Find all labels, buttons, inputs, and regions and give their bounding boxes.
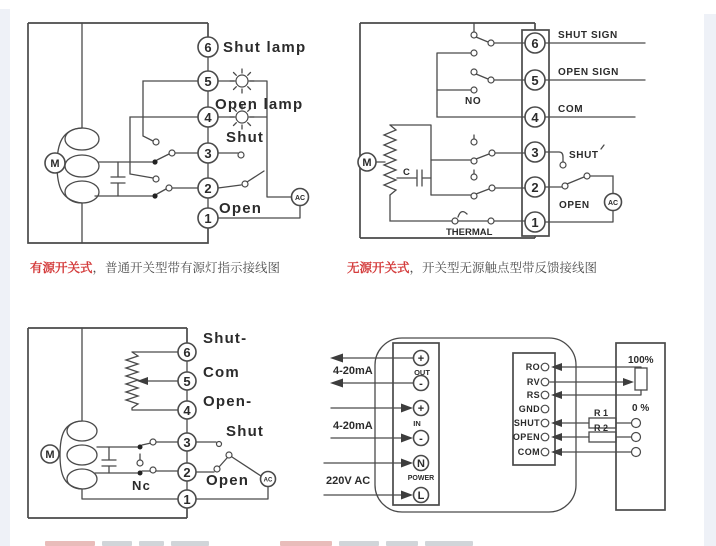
- d2-terminal-2: 2: [531, 180, 539, 195]
- caption-passive-rest: ，开关型无源触点型带反馈接线图: [409, 261, 598, 275]
- cutoff-caption-right-red-fragment: [280, 541, 332, 546]
- d4-power-label: POWER: [407, 475, 435, 482]
- d2-shut-sign-label: SHUT SIGN: [558, 30, 618, 41]
- d4-pin-rs: RS: [526, 390, 540, 400]
- d3-com-label: Com: [203, 364, 240, 381]
- d3-shut-label: Shut: [226, 423, 265, 440]
- d1-shut-lamp-label: Shut lamp: [223, 39, 307, 56]
- d4-in-plus: +: [417, 403, 425, 415]
- d4-supply-label: 220V AC: [326, 475, 371, 487]
- d4-pin-open: OPEN: [512, 432, 540, 442]
- d4-pin-gnd: GND: [518, 404, 540, 414]
- d1-terminal-4: 4: [204, 110, 212, 125]
- caption-passive-red: 无源开关式: [347, 261, 410, 275]
- cutoff-caption-left: [45, 541, 216, 546]
- d4-in-label: IN: [413, 419, 421, 428]
- d3-motor-label: M: [45, 449, 55, 461]
- d4-100pct-label: 100%: [628, 355, 654, 366]
- d3-terminal-6: 6: [183, 345, 191, 360]
- d3-nc-label: Nc: [132, 478, 152, 493]
- diagram-passive-switch: [345, 8, 677, 250]
- d3-terminal-5: 5: [183, 374, 191, 389]
- d1-lamp-icon-open: [230, 69, 254, 93]
- caption-active-red: 有源开关式: [30, 261, 93, 275]
- d3-open-label: Open: [206, 472, 250, 489]
- diagram-active-switch: [20, 8, 322, 250]
- d1-terminal-1: 1: [204, 211, 212, 226]
- d2-terminal-3: 3: [531, 145, 539, 160]
- d4-out-label: OUT: [414, 368, 430, 377]
- d2-terminal-6: 6: [531, 36, 539, 51]
- d3-ac-label: AC: [263, 477, 273, 484]
- d2-open-sign-label: OPEN SIGN: [558, 67, 619, 78]
- d4-pin-com: COM: [517, 447, 540, 457]
- d4-r1-label: R 1: [594, 408, 609, 418]
- d3-terminal-1: 1: [183, 492, 191, 507]
- d2-wires: [360, 23, 645, 238]
- d2-terminal-5: 5: [531, 73, 539, 88]
- d2-open-label: OPEN: [559, 200, 590, 211]
- d4-l-terminal: L: [417, 490, 425, 502]
- d4-ma-in-label: 4-20mA: [333, 420, 373, 432]
- d1-motor-label: M: [50, 158, 60, 170]
- caption-active-switch: [30, 261, 280, 275]
- d2-com-label: COM: [558, 104, 584, 115]
- d4-n-terminal: N: [417, 458, 425, 470]
- d1-terminal-2: 2: [204, 181, 212, 196]
- d1-terminal-3: 3: [204, 146, 212, 161]
- d1-ac-label: AC: [294, 195, 306, 202]
- d4-in-minus: -: [419, 433, 423, 445]
- d4-pin-shut: SHUT: [513, 418, 540, 428]
- d3-terminal-3: 3: [183, 435, 191, 450]
- d1-open-lamp-label: Open lamp: [215, 96, 304, 113]
- d2-terminal-4: 4: [531, 110, 539, 125]
- d4-out-minus: -: [419, 378, 423, 390]
- d4-0pct-label: 0 %: [632, 403, 650, 414]
- d1-shut-label: Shut: [226, 129, 265, 146]
- caption-passive-switch: [347, 261, 597, 275]
- d4-out-plus: +: [417, 353, 425, 365]
- d1-terminal-6: 6: [204, 40, 212, 55]
- caption-active-rest: ，普通开关型带有源灯指示接线图: [92, 261, 281, 275]
- d2-cap-label: C: [403, 167, 410, 178]
- d1-open-label: Open: [219, 200, 263, 217]
- d4-wires: [324, 338, 665, 512]
- diagram-resistance-feedback: [20, 315, 322, 530]
- d2-ac-label: AC: [607, 200, 619, 207]
- d3-terminal-2: 2: [183, 465, 191, 480]
- d3-shut-minus-label: Shut-: [203, 330, 248, 347]
- cutoff-caption-right: [280, 541, 480, 546]
- d2-motor-label: M: [362, 157, 372, 169]
- d4-pin-ro: RO: [525, 362, 540, 372]
- d1-terminal-5: 5: [204, 74, 212, 89]
- d3-terminal-4: 4: [183, 403, 191, 418]
- left-edge-strip: [0, 9, 10, 546]
- d2-thermal-label: THERMAL: [446, 227, 493, 238]
- cutoff-caption-left-red-fragment: [45, 541, 95, 546]
- d2-shut-label: SHUT: [569, 150, 599, 161]
- d4-ma-out-label: 4-20mA: [333, 365, 373, 377]
- d2-no-label: NO: [465, 96, 482, 107]
- d4-r2-label: R 2: [594, 423, 609, 433]
- d4-pin-rv: RV: [526, 377, 540, 387]
- d2-terminal-1: 1: [531, 215, 539, 230]
- d3-open-minus-label: Open-: [203, 393, 253, 410]
- diagram-regulator-board: [318, 330, 716, 530]
